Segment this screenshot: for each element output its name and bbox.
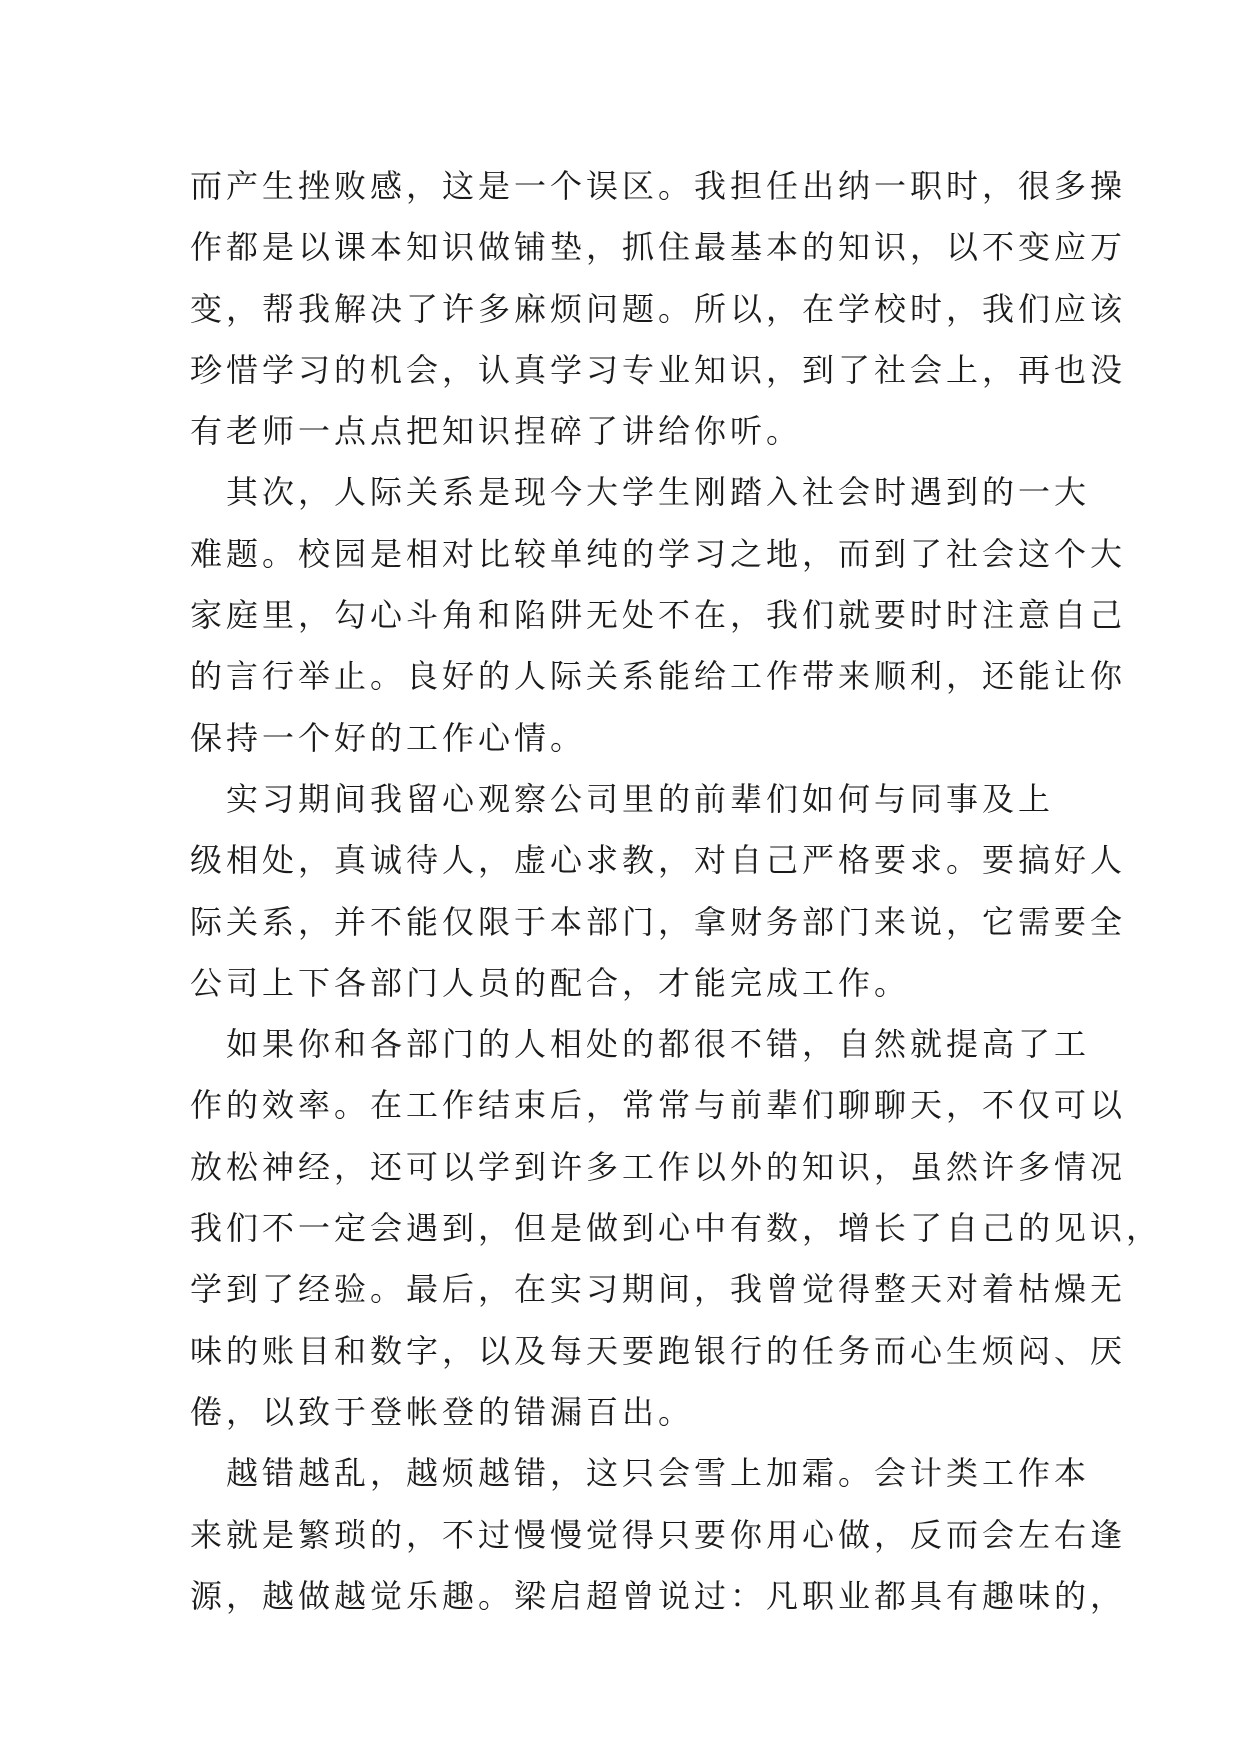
text-line: 味的账目和数字，以及每天要跑银行的任务而心生烦闷、厌 [190,1331,1127,1370]
text-line: 珍惜学习的机会，认真学习专业知识，到了社会上，再也没 [190,350,1127,389]
text-line: 作的效率。在工作结束后，常常与前辈们聊聊天，不仅可以 [190,1086,1127,1125]
text-line: 来就是繁琐的，不过慢慢觉得只要你用心做，反而会左右逢 [190,1515,1127,1554]
text-line: 其次，人际关系是现今大学生刚踏入社会时遇到的一大 [190,473,1091,512]
document-body [190,156,1163,1627]
text-line: 而产生挫败感，这是一个误区。我担任出纳一职时，很多操 [190,167,1127,205]
text-line: 作都是以课本知识做铺垫，抓住最基本的知识，以不变应万 [190,228,1127,267]
text-line: 越错越乱，越烦越错，这只会雪上加霜。会计类工作本 [190,1454,1091,1493]
text-line: 际关系，并不能仅限于本部门，拿财务部门来说，它需要全 [190,902,1127,941]
text-line: 如果你和各部门的人相处的都很不错，自然就提高了工 [190,1025,1091,1064]
text-line: 难题。校园是相对比较单纯的学习之地，而到了社会这个大 [190,534,1127,573]
text-line: 保持一个好的工作心情。 [190,718,587,757]
text-line: 学到了经验。最后，在实习期间，我曾觉得整天对着枯燥无 [190,1270,1127,1309]
text-line: 源，越做越觉乐趣。梁启超曾说过：凡职业都具有趣味的， [190,1576,1127,1615]
text-line: 倦，以致于登帐登的错漏百出。 [190,1392,695,1431]
text-line: 公司上下各部门人员的配合，才能完成工作。 [190,963,911,1002]
text-line: 放松神经，还可以学到许多工作以外的知识，虽然许多情况 [190,1147,1127,1186]
text-line: 级相处，真诚待人，虚心求教，对自己严格要求。要搞好人 [190,841,1127,880]
text-line: 的言行举止。良好的人际关系能给工作带来顺利，还能让你 [190,657,1127,696]
text-line: 变，帮我解决了许多麻烦问题。所以，在学校时，我们应该 [190,289,1127,328]
text-line: 我们不一定会遇到，但是做到心中有数，增长了自己的见识， [190,1209,1163,1248]
text-line: 实习期间我留心观察公司里的前辈们如何与同事及上 [190,779,1055,818]
text-line: 有老师一点点把知识捏碎了讲给你听。 [190,412,803,451]
text-line: 家庭里，勾心斗角和陷阱无处不在，我们就要时时注意自己 [190,596,1127,635]
